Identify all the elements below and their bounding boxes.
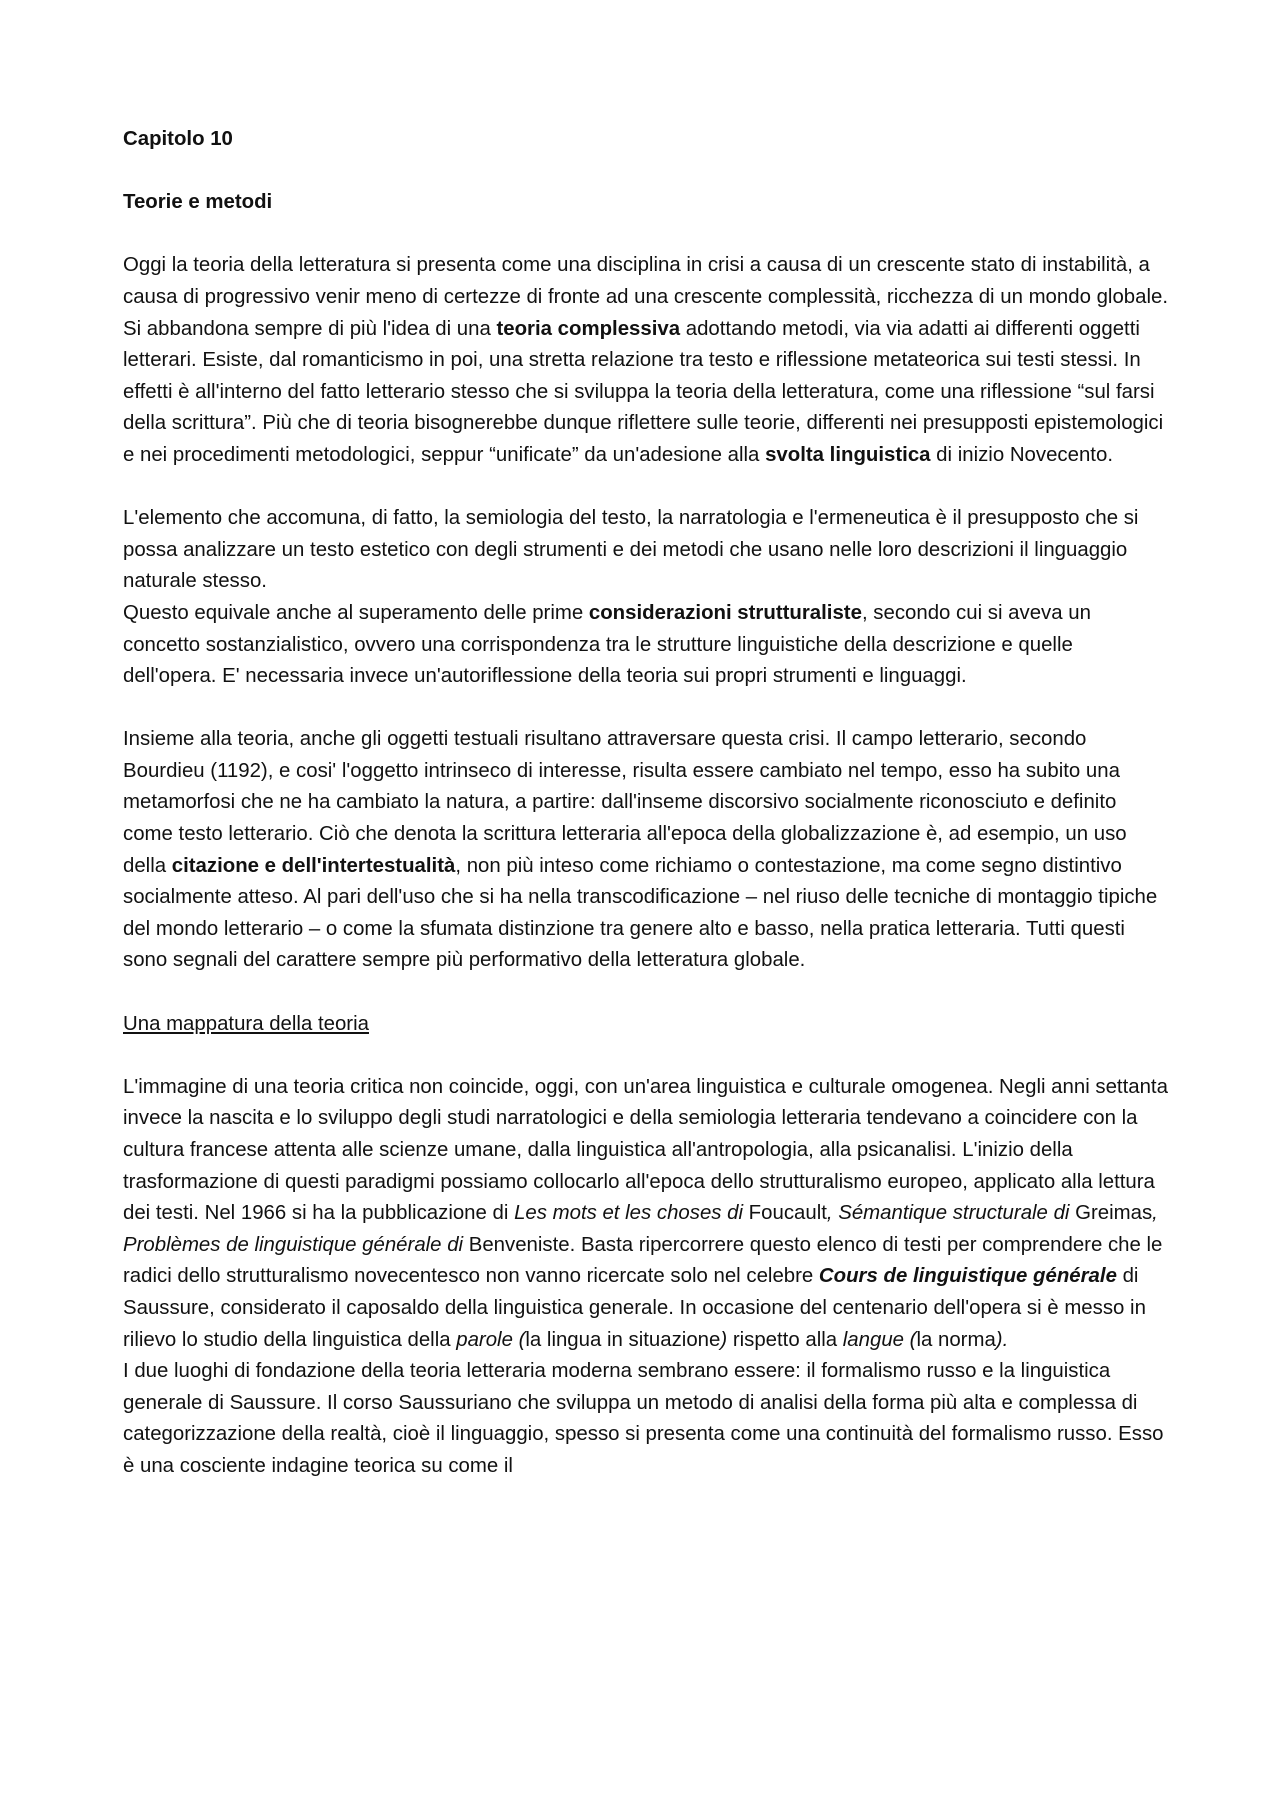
spacer xyxy=(123,1040,1168,1072)
text-run: Questo equivale anche al superamento delle prime xyxy=(123,601,589,624)
bold-italic-title xyxy=(819,1265,1117,1287)
bold-term: considerazioni strutturaliste xyxy=(588,601,862,624)
text-run: L'immagine di una teoria critica non coincide, oggi, con un'area linguistica e culturale omogenea. Negli anni settanta invece la nascita e lo sviluppo degli studi narratologici e della semiologia letteraria tendevano a coincidere con la cultura francese attenta alle scienze umane, dalla linguistica all'antropologia, alla psicanalisi. L'inizio della trasformazione di questi paradigmi possiamo collocarlo all'epoca dello strutturalismo europeo, applicato alla lettura dei testi. Nel 1966 si ha la pubblicazione di xyxy=(123,1075,1168,1225)
text-run: I due luoghi di fondazione della teoria letteraria moderna sembrano essere: il formalismo russo e la linguistica generale di Saussure. Il corso Saussuriano che sviluppa un metodo di analisi della forma più alta e complessa di categorizzazione della realtà, cioè il linguaggio, spesso si presenta come una continuità del formalismo russo. Esso è una cosciente indagine teorica su come il xyxy=(123,1360,1164,1477)
chapter-subtitle: Teorie e metodi xyxy=(123,191,273,214)
paragraph-common-element xyxy=(123,503,1168,598)
bold-italic-title-text: Cours de linguistique générale xyxy=(818,1265,1117,1288)
italic-term: parole ( xyxy=(456,1328,526,1351)
document-page xyxy=(123,124,1168,1483)
text-run: , secondo cui si aveva un concetto sostanzialistico, ovvero una corrispondenza tra le strutture linguistiche della descrizione e quelle dell'opera. E' necessaria invece un'autoriflessione della teoria sui propri strumenti e linguaggi. xyxy=(123,601,1091,688)
italic-term: ). xyxy=(995,1328,1009,1351)
spacer xyxy=(123,977,1168,1009)
text-run: di inizio Novecento. xyxy=(930,443,1113,466)
spacer xyxy=(123,156,1168,188)
paragraph-mapping xyxy=(123,1072,1168,1356)
section-title: Una mappatura della teoria xyxy=(123,1012,369,1035)
paragraph-intro xyxy=(123,250,1168,471)
italic-term: langue ( xyxy=(842,1328,917,1351)
text-run: Oggi la teoria della letteratura si presenta come una disciplina in crisi a causa di un crescente stato di instabilità, a causa di progressivo venir meno di certezze di fronte ad una crescente complessità, ricchezza di un mondo globale. Si abbandona sempre di più l'idea di una xyxy=(123,254,1169,340)
bold-term: citazione e dell'intertestualità xyxy=(171,854,456,877)
paragraph-foundations xyxy=(123,1356,1168,1482)
paragraph-structuralism xyxy=(123,598,1168,693)
italic-title: , Problèmes de linguistique générale di xyxy=(123,1202,1158,1256)
text-run: la lingua in situazione xyxy=(525,1328,721,1351)
spacer xyxy=(123,472,1168,504)
bold-term: svolta linguistica xyxy=(765,443,931,466)
italic-term: ) xyxy=(720,1328,728,1351)
text-run: Benveniste. Basta ripercorrere questo elenco di testi per comprendere che le radici dello strutturalismo novecentesco non vanno ricercate solo nel celebre xyxy=(123,1233,1163,1288)
text-run: Greimas xyxy=(1069,1202,1153,1225)
spacer xyxy=(123,693,1168,725)
paragraph-textual-objects xyxy=(123,724,1168,977)
text-run: , non più inteso come richiamo o contestazione, ma come segno distintivo socialmente atteso. Al pari dell'uso che si ha nella transcodificazione – nel riuso delle tecniche di montaggio tipiche del mondo letterario – o come la sfumata distinzione tra genere alto e basso, nella pratica letteraria. Tutti questi sono segnali del carattere sempre più performativo della letteratura globale. xyxy=(123,854,1158,972)
text-run: rispetto alla xyxy=(727,1328,843,1351)
spacer xyxy=(123,219,1168,251)
bold-term: teoria complessiva xyxy=(496,317,681,340)
text-run: adottando metodi, via via adatti ai differenti oggetti letterari. Esiste, dal romanticismo in poi, una stretta relazione tra testo e riflessione metateorica sui testi stessi. In effetti è all'interno del fatto letterario stesso che si sviluppa la teoria della letteratura, come una riflessione “sul farsi della scrittura”. Più che di teoria bisognerebbe dunque riflettere sulle teorie, differenti nei presupposti epistemologici e nei procedimenti metodologici, seppur “unificate” da un'adesione alla xyxy=(123,317,1164,466)
text-run: L'elemento che accomuna, di fatto, la semiologia del testo, la narratologia e l'ermeneutica è il presupposto che si possa analizzare un testo estetico con degli strumenti e dei metodi che usano nelle loro descrizioni il linguaggio naturale stesso. xyxy=(123,507,1139,593)
italic-title: Les mots et les choses di xyxy=(514,1202,744,1225)
text-run: la norma xyxy=(916,1328,996,1351)
chapter-title: Capitolo 10 xyxy=(123,128,233,150)
text-run: Foucault xyxy=(743,1202,827,1225)
text-run: Insieme alla teoria, anche gli oggetti testuali risultano attraversare questa crisi. Il campo letterario, secondo Bourdieu (1192), e cosi' l'oggetto intrinseco di interesse, risulta essere cambiato nel tempo, esso ha subito una metamorfosi che ne ha cambiato la natura, a partire: dall'inseme discorsivo socialmente riconosciuto e definito come testo letterario. Ciò che denota la scrittura letteraria all'epoca della globalizzazione è, ad esempio, un uso della xyxy=(123,728,1127,877)
text-run: di Saussure, considerato il caposaldo della linguistica generale. In occasione del centenario dell'opera si è messo in rilievo lo studio della linguistica della xyxy=(123,1265,1146,1351)
italic-title: , Sémantique structurale di xyxy=(826,1202,1070,1225)
